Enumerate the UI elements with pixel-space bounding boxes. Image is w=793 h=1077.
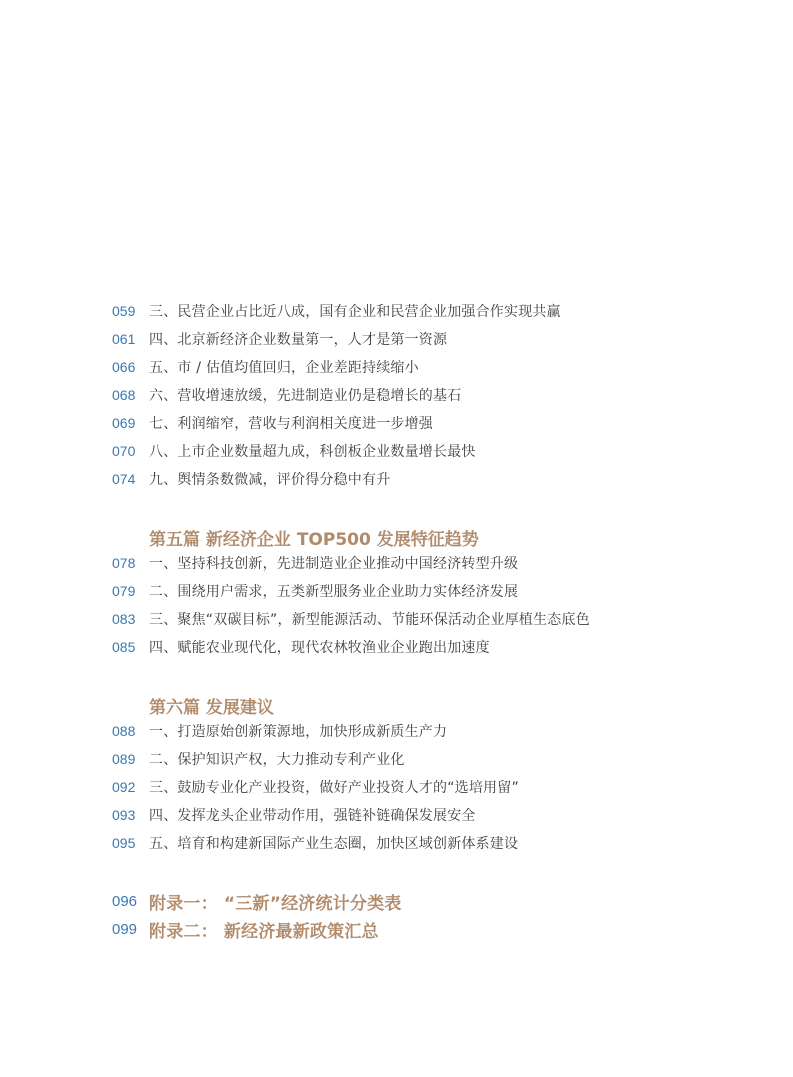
toc-page-number: 083 (112, 611, 136, 627)
toc-entry[interactable] (112, 832, 518, 854)
toc-appendix-title: 附录一： “三新”经济统计分类表 (149, 893, 402, 914)
toc-page-number: 099 (112, 920, 138, 938)
toc-entry[interactable] (112, 720, 447, 742)
toc-entry[interactable] (112, 440, 476, 462)
toc-page-number: 092 (112, 779, 136, 795)
toc-entry-title: 三、聚焦“双碳目标”，新型能源活动、节能环保活动企业厚植生态底色 (149, 612, 590, 628)
toc-entry-title: 五、市 / 估值均值回归，企业差距持续缩小 (149, 360, 419, 376)
toc-entry[interactable] (112, 356, 419, 378)
toc-entry-title: 三、鼓励专业化产业投资，做好产业投资人才的“选培用留” (149, 780, 519, 796)
toc-entry[interactable] (112, 328, 447, 350)
toc-entry-title: 七、利润缩窄，营收与利润相关度进一步增强 (149, 416, 433, 432)
toc-entry-title: 一、坚持科技创新，先进制造业企业推动中国经济转型升级 (149, 556, 519, 572)
toc-entry[interactable] (112, 468, 390, 490)
toc-page-number: 068 (112, 387, 136, 403)
toc-entry-title: 八、上市企业数量超九成，科创板企业数量增长最快 (149, 444, 476, 460)
toc-entry-title: 九、舆情条数微减，评价得分稳中有升 (149, 472, 391, 488)
toc-entry[interactable] (112, 552, 518, 574)
toc-part-heading: 第六篇 发展建议 (149, 697, 274, 718)
toc-entry[interactable] (112, 804, 476, 826)
toc-entry[interactable] (112, 412, 433, 434)
toc-entry[interactable] (112, 776, 519, 798)
toc-page-number: 096 (112, 892, 138, 910)
toc-entry-title: 四、发挥龙头企业带动作用，强链补链确保发展安全 (149, 808, 476, 824)
toc-entry[interactable] (112, 300, 561, 322)
toc-entry[interactable] (112, 580, 518, 602)
toc-page-number: 066 (112, 359, 136, 375)
toc-entry-title: 一、打造原始创新策源地，加快形成新质生产力 (149, 724, 448, 740)
toc-page-number: 069 (112, 415, 136, 431)
toc-page-number: 088 (112, 723, 136, 739)
toc-entry[interactable] (112, 384, 461, 406)
toc-part-heading: 第五篇 新经济企业 TOP500 发展特征趋势 (149, 529, 479, 550)
toc-appendix-entry[interactable] (112, 889, 401, 913)
toc-entry-title: 三、民营企业占比近八成，国有企业和民营企业加强合作实现共赢 (149, 304, 561, 320)
toc-appendix-title: 附录二： 新经济最新政策汇总 (149, 921, 379, 942)
toc-appendix-entry[interactable] (112, 917, 379, 941)
toc-page-number: 059 (112, 303, 136, 319)
toc-page-number: 085 (112, 639, 136, 655)
toc-entry-title: 二、围绕用户需求，五类新型服务业企业助力实体经济发展 (149, 584, 519, 600)
toc-page-number: 074 (112, 471, 136, 487)
toc-entry[interactable] (112, 608, 590, 630)
toc-entry[interactable] (112, 748, 405, 770)
toc-entry[interactable] (112, 636, 490, 658)
toc-page-number: 093 (112, 807, 136, 823)
toc-page-number: 078 (112, 555, 136, 571)
toc-page-number: 089 (112, 751, 136, 767)
toc-page-number: 070 (112, 443, 136, 459)
toc-page-number: 061 (112, 331, 136, 347)
toc-entry-title: 四、北京新经济企业数量第一，人才是第一资源 (149, 332, 448, 348)
toc-entry-title: 六、营收增速放缓，先进制造业仍是稳增长的基石 (149, 388, 462, 404)
toc-page-number: 079 (112, 583, 136, 599)
toc-entry-title: 二、保护知识产权，大力推动专利产业化 (149, 752, 405, 768)
toc-page-number: 095 (112, 835, 136, 851)
toc-entry-title: 四、赋能农业现代化，现代农林牧渔业企业跑出加速度 (149, 640, 490, 656)
toc-entry-title: 五、培育和构建新国际产业生态圈，加快区域创新体系建设 (149, 836, 519, 852)
